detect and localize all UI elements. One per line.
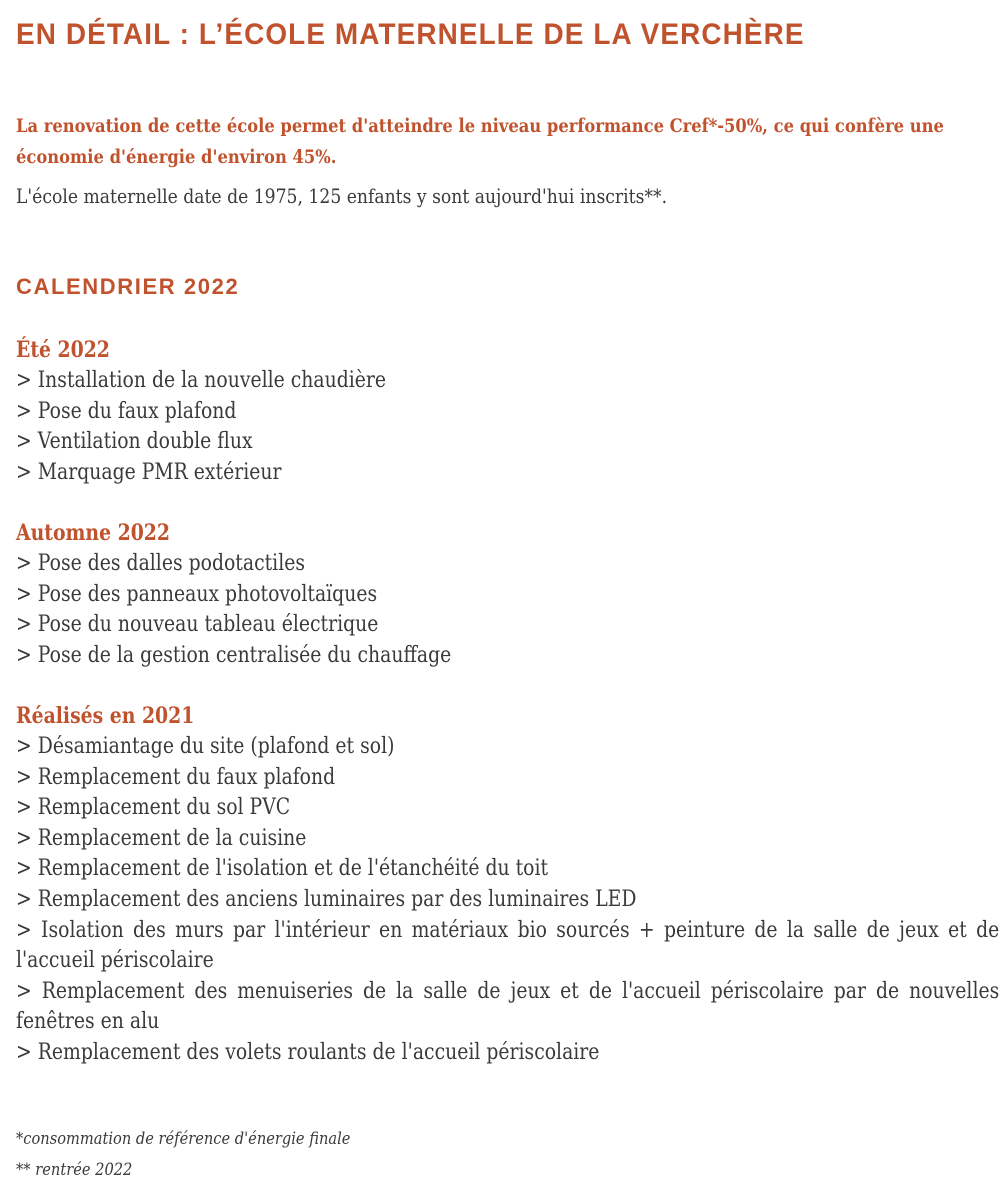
section-heading: Réalisés en 2021: [16, 703, 195, 729]
footnote: ** rentrée 2022: [16, 1160, 133, 1180]
list-item: > Remplacement des anciens luminaires par des luminaires LED: [16, 886, 637, 912]
task-list: [16, 549, 999, 671]
list-item: > Installation de la nouvelle chaudière: [16, 368, 387, 393]
list-item: > Pose des dalles podotactiles: [16, 551, 306, 576]
list-item: > Désamiantage du site (plafond et sol): [16, 734, 395, 759]
list-item: > Ventilation double flux: [16, 429, 253, 455]
section-heading: Automne 2022: [16, 520, 170, 546]
list-item: > Pose de la gestion centralisée du chauffage: [16, 642, 452, 668]
intro-paragraph: L'école maternelle date de 1975, 125 enfants y sont aujourd'hui inscrits**.: [16, 184, 668, 208]
calendar-section-summer: [16, 335, 999, 488]
page-title: EN DÉTAIL : L’ÉCOLE MATERNELLE DE LA VERCHÈRE: [16, 18, 805, 51]
list-item: > Pose du faux plafond: [16, 398, 237, 424]
footnotes: [16, 1124, 350, 1186]
lead-paragraph: La renovation de cette école permet d'atteindre le niveau performance Cref*-50%, ce qui confère une économie d'énergie d'environ 45%.: [16, 115, 944, 168]
section-heading: Été 2022: [16, 337, 110, 363]
task-list: [16, 366, 999, 488]
list-item: > Remplacement du sol PVC: [16, 795, 291, 821]
list-item: > Marquage PMR extérieur: [16, 459, 282, 485]
list-item: > Pose des panneaux photovoltaïques: [16, 581, 378, 607]
task-list: [16, 732, 999, 1069]
list-item: > Remplacement du faux plafond: [16, 764, 336, 790]
list-item: > Isolation des murs par l'intérieur en matériaux bio sourcés + peinture de la salle de jeux et de l'accueil périscolaire: [16, 917, 1000, 974]
footnote: *consommation de référence d'énergie finale: [16, 1129, 351, 1149]
list-item: > Remplacement de l'isolation et de l'étanchéité du toit: [16, 856, 549, 882]
calendar-section-autumn: [16, 518, 999, 671]
list-item: > Pose du nouveau tableau électrique: [16, 612, 379, 638]
calendar-section-2021: [16, 701, 999, 1069]
list-item: > Remplacement de la cuisine: [16, 825, 307, 851]
list-item: > Remplacement des menuiseries de la salle de jeux et de l'accueil périscolaire par de nouvelles fenêtres en alu: [16, 978, 1000, 1035]
calendar-title: CALENDRIER 2022: [16, 274, 240, 299]
list-item: > Remplacement des volets roulants de l'accueil périscolaire: [16, 1039, 600, 1065]
